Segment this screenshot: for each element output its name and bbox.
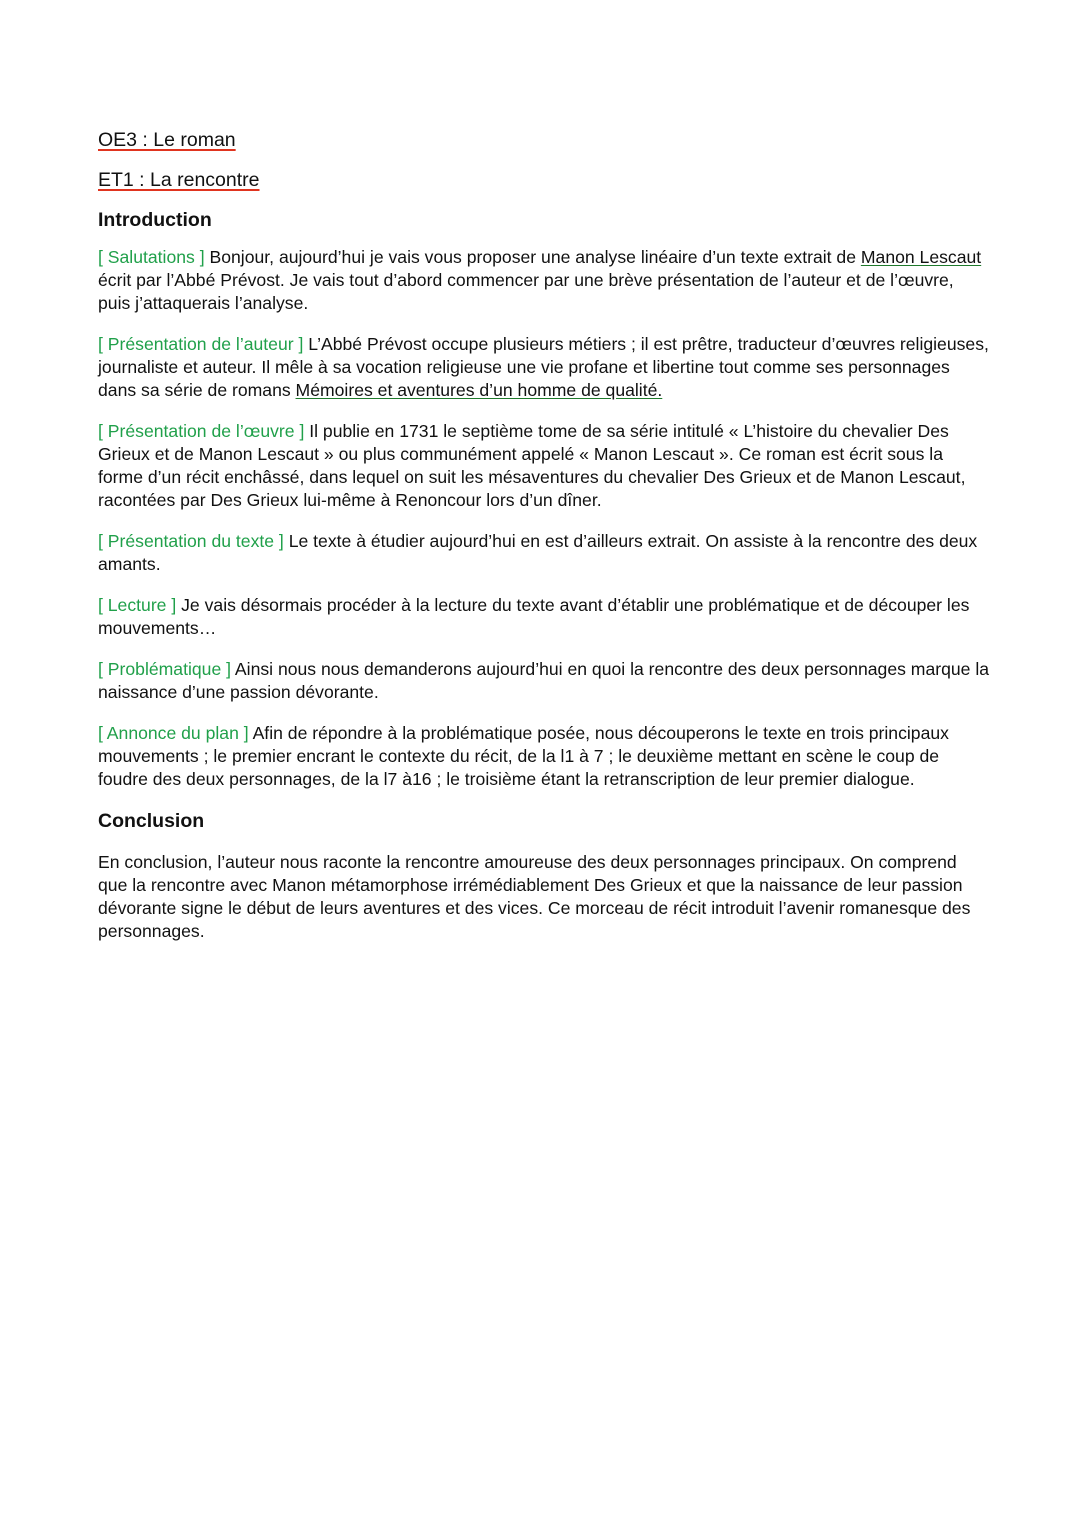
conclusion-title: Conclusion	[98, 810, 205, 832]
problematique-text: Ainsi nous nous demanderons aujourd’hui en quoi la rencontre des deux personnages marque la naissance d’une passion dévorante.	[98, 659, 990, 702]
paragraph-texte	[98, 530, 990, 576]
tag-lecture: [ Lecture ]	[98, 595, 177, 615]
document-page	[98, 128, 990, 961]
paragraph-salutations	[98, 246, 990, 315]
tag-oeuvre: [ Présentation de l’œuvre ]	[98, 421, 305, 441]
tag-problematique: [ Problématique ]	[98, 659, 232, 679]
salutations-text-before: Bonjour, aujourd’hui je vais vous proposer une analyse linéaire d’un texte extrait de	[204, 247, 861, 267]
oeuvre-text: Il publie en 1731 le septième tome de sa série intitulé « L’histoire du chevalier Des Grieux et de Manon Lescaut » ou plus communément appelé « Manon Lescaut ». Ce roman est écrit sous la forme d’un récit enchâssé, dans lequel on suit les mésaventures du chevalier Des Grieux et de Manon Lescaut, racontées par Des Grieux lui-même à Renoncour lors d’un dîner.	[98, 421, 966, 510]
conclusion-text: En conclusion, l’auteur nous raconte la rencontre amoureuse des deux personnages principaux. On comprend que la rencontre avec Manon métamorphose irrémédiablement Des Grieux et que la naissance de leur passion dévorante signe le début de leurs aventures et des vices. Ce morceau de récit introduit l’avenir romanesque des personnages.	[98, 852, 971, 941]
paragraph-plan	[98, 722, 990, 791]
introduction-title: Introduction	[98, 209, 212, 231]
plan-text: Afin de répondre à la problématique posée, nous découperons le texte en trois principaux mouvements ; le premier encrant le contexte du récit, de la l1 à 7 ; le deuxième mettant en scène le coup de foudre des deux personnages, de la l7 à16 ; le troisième étant la retranscription de leur premier dialogue.	[98, 723, 949, 789]
salutations-text-after: écrit par l’Abbé Prévost. Je vais tout d’abord commencer par une brève présentation de l’auteur et de l’œuvre, puis j’attaquerais l’analyse.	[98, 270, 954, 313]
tag-auteur: [ Présentation de l’auteur ]	[98, 334, 304, 354]
tag-texte: [ Présentation du texte ]	[98, 531, 284, 551]
object-of-study-heading	[98, 128, 990, 152]
lecture-text: Je vais désormais procéder à la lecture du texte avant d’établir une problématique et de découper les mouvements…	[98, 595, 970, 638]
object-of-study-label: OE3 : Le roman	[98, 129, 236, 151]
paragraph-auteur	[98, 333, 990, 402]
work-title-memoires: Mémoires et aventures d’un homme de qualité.	[295, 380, 663, 400]
study-text-heading	[98, 168, 990, 192]
paragraph-oeuvre	[98, 420, 990, 512]
study-text-label: ET1 : La rencontre	[98, 169, 260, 191]
auteur-text: L’Abbé Prévost occupe plusieurs métiers ; il est prêtre, traducteur d’œuvres religieuses, journaliste et auteur. Il mêle à sa vocation religieuse une vie profane et libertine tout comme ses personnages dans sa série de romans	[98, 334, 989, 400]
paragraph-lecture	[98, 594, 990, 640]
tag-plan: [ Annonce du plan ]	[98, 723, 249, 743]
paragraph-conclusion	[98, 851, 990, 943]
work-title-manon-lescaut: Manon Lescaut	[860, 247, 982, 267]
texte-text: Le texte à étudier aujourd’hui en est d’ailleurs extrait. On assiste à la rencontre des deux amants.	[98, 531, 978, 574]
paragraph-problematique	[98, 658, 990, 704]
tag-salutations: [ Salutations ]	[98, 247, 205, 267]
